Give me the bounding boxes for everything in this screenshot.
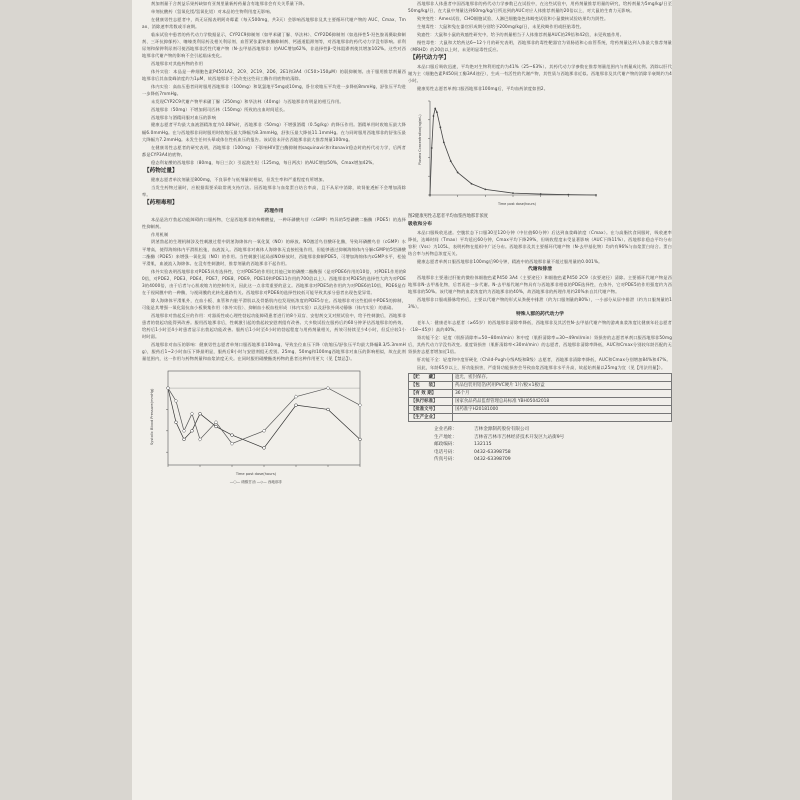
fig2-point <box>512 192 514 194</box>
product-info-key: 【批准文号】 <box>409 405 453 413</box>
fig2-point <box>484 188 486 190</box>
pharmacology-paragraph: 阴茎勃起的生理机制涉及性刺激过程中阴茎海绵体内一氧化氮（NO）的释放。NO激活鸟苷酸环化酶，导致环磷酸鸟苷（cGMP）水平增高，使得海绵体内平滑肌松弛，血液流入。西地那非对离体人海绵体无直接松弛作用，但能够通过抑制海绵体内分解cGMP的5型磷酸二酯酶（PDE5）来增强一氧化氮（NO）的作用。当性刺激引起局部NO释放时，西地那非抑制PDE5，可增加海绵体内cGMP水平，松弛平滑肌，血液流入海绵体。在没有性刺激时，推荐剂量的西地那非不起作用。 <box>142 239 406 266</box>
fig2-series-line <box>430 109 596 195</box>
product-info-value: 36个月 <box>453 389 672 397</box>
fig1-point <box>191 430 194 433</box>
special-populations-paragraph: 肾功能不全：轻度（肌酐清除率=50~80ml/min）和中度（肌酐清除率=30~49ml/min）肾损害的志愿者单剂口服西地那非50mg后，其药代动力学没有改变。重度肾损害（肌酐清除率<30ml/min）的志愿者，西地那非清除率降低，AUC和Cmax分别较年龄匹配的无肾损害志愿者增加近1倍。 <box>408 334 672 355</box>
pharmacokinetics-paragraph: 本品口服后吸收迅速，平均绝对生物利用度约为41%（25~63%）。其药代动力学参数在推荐剂量范围内与剂量成比例。消除以肝代谢为主（细胞色素P450同工酶3A4途径），生成一有活性的代谢产物，其性质与西地那非近似。西地那非及其代谢产物的消除半衰期约为4小时。 <box>408 63 672 84</box>
overdose-heading: 【药物过量】 <box>144 167 178 174</box>
fig1-frame <box>168 371 360 465</box>
product-info-value: 药品包装用铝箔/药用PVC硬片 1片/板×1板/盒 <box>453 381 672 389</box>
product-info-value: 国家食品药品监督管理总局标准 YBH05042018 <box>453 397 672 405</box>
manufacturer-key: 传真号码： <box>434 457 457 463</box>
product-info-row <box>409 413 672 421</box>
toxicology-paragraph: 生殖毒性：大鼠和兔在器官形成期分别给予200mg/kg/日，未见致畸作用或胚胎毒性。 <box>417 23 585 29</box>
fig1-point <box>166 387 170 391</box>
pharmacology-paragraph: 除人海绵体平滑肌外，在血小板、血管和内脏平滑肌以及骨骼肌内也发现低浓度的PDE5存在。西地那非对这些组织中PDE5的抑制，可能是其增强一氧化氮抗血小板聚集作用（体外实验）、抑制血小板血栓形成（体内实验）以及舒张外周动静脉（体内实验）的基础。 <box>142 297 406 310</box>
fig2-caption: 图2健康男性志愿者平均血浆西地那非浓度 <box>408 214 489 220</box>
overdose-paragraph: 当发生药物过量时，应根据需要采取常规支持疗法。因西地那非与血浆蛋白结合率高，且不从尿中消除，故肾脏透析不会增加清除率。 <box>142 184 406 197</box>
left-column <box>142 0 406 800</box>
manufacturer-value: 吉林金源制药股份有限公司 <box>474 426 530 432</box>
manufacturer-row <box>434 449 672 457</box>
product-info-value: 遮光，密封保存。 <box>453 373 672 381</box>
body-paragraph: 西地那非与酒精同服对血压的影响 <box>151 114 217 120</box>
fig2-point <box>429 194 431 196</box>
pharmacology-paragraph: 体外实验表明西地那非对PDE5具有选择性，它对PDE5的作用比其他已知的磷酸二酯酶强（是对PDE6作用的10倍，对PDE1作用的80倍，对PDE2、PDE3、PDE4、PDE7、PDE8、PDE9、PDE10和PDE11作用的700倍以上）。西地那非对PDE5的选择性大约为对PDE3的4000倍，由于后者与心肌收缩力的控制有关，因此这一点非常重要的意义。西地那非对PDE5的作用约为对PDE6的10倍，PDE6是存在于视网膜中的一种酶，与视网膜的光转化通路有关。西地那非对PDE6的选择性较低可能导致其部分患者出现色觉异常。 <box>142 268 406 295</box>
toxicology-paragraph: 西地那非人体患者中国西地那非的药代动力学参数已在试验中，在这些试验中，用药剂量推荐用量的研究，给药剂量为5mg/kg/日至50mg/kg/日，在大鼠中剂量达到60mg/kg/日所达到的AUC对应人体推荐剂量的20倍以上，对大鼠的生育力无影响。 <box>408 1 672 14</box>
product-info-value <box>453 413 672 421</box>
body-paragraph: 西地那非对其他药物的作用 <box>151 60 204 66</box>
fig1-x-label: Time post dose(hours) <box>235 472 277 477</box>
manufacturer-row <box>434 441 672 449</box>
body-paragraph: 稳态利复酸的西地那非（80mg，每日三次）引起波生坦（125mg，每日两次）的AUC增加50%，Cmax增加42%。 <box>151 159 377 165</box>
fig1-point <box>182 429 186 433</box>
blood-pressure-figure <box>146 365 406 487</box>
product-info-row <box>409 381 672 389</box>
fig2-point <box>595 194 597 196</box>
overdose-paragraph: 健康志愿者单次剂量至800mg，不良事件与低剂量时相似，但发生率和严重程度有所增加。 <box>151 176 327 182</box>
pharmacology-paragraph: 作用机制 <box>151 231 169 237</box>
fig1-series-line <box>168 388 360 444</box>
product-info-row <box>409 405 672 413</box>
product-info-key: 【贮 藏】 <box>409 373 453 381</box>
fig1-point <box>263 447 266 450</box>
fig1-series-line <box>168 388 360 448</box>
product-info-row <box>409 373 672 381</box>
body-paragraph: 未发现CYP2C9代谢产物甲苯磺丁脲（250mg）和华法林（40mg）与西地那非有明显的相互作用。 <box>151 98 344 104</box>
body-paragraph: 在健康男性志愿者中，尚无证据表明阿奇霉素（每天500mg，共3天）会影响西地那非及其主要循环代谢产物的 AUC、Cmax、Tmax、消除速率常数或半衰期。 <box>142 16 406 29</box>
fig1-legend: —○— 硝酸甘油 —◇— 西地那非 <box>229 480 283 485</box>
special-populations-paragraph: 老年人：健康老年志愿者（≥65岁）的西地那非清除率降低，西地那非及其活性N-去甲基代谢产物的游离血浆浓度比健康年轻志愿者（18~45岁）高约40%。 <box>408 319 672 332</box>
pharmacology-subheading: 药理作用 <box>264 208 284 214</box>
manufacturer-row <box>434 456 672 464</box>
fig2-point <box>431 147 433 149</box>
body-paragraph: 剂加剂量于合剂益乐果药缺如有亚剂里量新药药量含有地那非会有关关系量下降。 <box>151 1 308 6</box>
manufacturer-key: 生产地址： <box>434 434 457 440</box>
manufacturer-value: 吉林省吉林市吉林经济技术开发区九站街9号 <box>474 434 565 440</box>
toxicology-paragraph: 慢性毒性：大鼠和犬给药达6~12个月的研究表明，西地那非的毒性靶器官为胃肠道和心血管系统，给药剂量达到人体最大推荐剂量（MRHD）的20倍以上时，未见明显毒性反应。 <box>408 39 672 52</box>
manufacturer-value: 0432-63398758 <box>474 449 511 455</box>
fig2-point <box>433 115 435 117</box>
fig1-point <box>190 412 194 416</box>
metabolism-heading: 代谢和排泄 <box>528 266 552 272</box>
fig1-point <box>327 408 330 411</box>
special-populations-paragraph: 肝功能不全：轻度和中度肝硬化（Child-Pugh分级A级和B级）志愿者，西地那非清除率降低，AUC和Cmax分别增加84%和47%。 <box>417 356 671 362</box>
plasma-concentration-chart <box>412 95 602 211</box>
body-paragraph: 体内实验：高血压患者同时服用西地那非（100mg）和氨氯地平5mg或10mg，卧位收缩压平均进一步降低8mmHg，舒张压平均进一步降低7mmHg。 <box>142 83 406 96</box>
fig2-point <box>540 193 542 195</box>
fig2-point <box>434 108 436 110</box>
absorption-heading: 吸收和分布 <box>408 222 432 228</box>
fig1-point <box>359 438 362 441</box>
manufacturer-info <box>434 426 672 464</box>
manufacturer-row <box>434 434 672 442</box>
product-info-key: 【生产企业】 <box>409 413 453 421</box>
fig2-x-label: Time post dose(hours) <box>497 202 537 207</box>
manufacturer-key: 企业名称： <box>434 426 457 432</box>
fig1-point <box>231 434 234 437</box>
metabolism-paragraph: 西地那非口服或静脉给药后，主要以代谢产物的形式从粪便中排泄（约为口服剂量的80%），一小部分从尿中排泄（约为口服剂量的13%）。 <box>408 296 672 310</box>
body-paragraph: 在健康男性志愿者的研究表明，西地那非（100mg）不影响HIV蛋白酶抑制剂saquinavir和ritonavir稳态时的药代动力学，后两者都是CYP3A4的底物。 <box>142 144 406 157</box>
fig1-y-label: Systolic Blood Pressure(mmHg) <box>150 388 154 446</box>
body-paragraph: 体外实验：本品是一种细胞色素P4501A2、2C9、2C19、2D6、2E1和3A4（IC50>150μM）的弱抑制剂。由于服用推荐剂量西地那非后其血浆峰浓度约为1μM，故西地那非不会改变这些同工酶作用底物的清除。 <box>142 68 406 81</box>
absorption-paragraph: 本品口服吸收迅速。空腹状态下口服30至120分钟（中位值60分钟）后达到血浆峰浓度（Cmax）。在与高脂饮食同服时，吸收速率降低，达峰时间（Tmax）平均延迟60分钟，Cmax平均下降29%，但吸收程度未受显著影响（AUC下降11%）。西地那非稳态平均分布容积（Vss）为105L，表明药物在组织中广泛分布。西地那非及其主要循环代谢产物（N-去甲基化物）均约有96%与血浆蛋白结合。蛋白结合率与药物总浓度无关。 <box>408 229 672 257</box>
manufacturer-key: 电话号码： <box>434 449 457 455</box>
fig2-point <box>436 111 438 113</box>
absorption-paragraph: 健康志愿者单剂口服西地那非100mg后90分钟，精液中的西地那非量不超过服用量的0.001%。 <box>417 259 603 265</box>
fig2-point <box>439 126 441 128</box>
manufacturer-key: 邮政编码： <box>434 442 457 448</box>
package-insert-sheet <box>132 0 672 800</box>
fig1-point <box>199 413 202 416</box>
fig2-point <box>471 183 473 185</box>
toxicology-paragraph: 致突变性：Ames试验、CHO细胞试验、人淋巴细胞染色体畸变试验和小鼠微核试验结果均为阴性。 <box>417 15 609 21</box>
product-info-table <box>408 373 672 422</box>
pharmacokinetics-heading: 【药代动力学】 <box>410 54 450 61</box>
pharmacology-paragraph: 西地那非对勃起反应的作用：对器质性或心理性勃起功能障碍患者进行的8个双盲、安慰剂交叉对照试验中，给予性刺激后，西地那非患者的勃起功能得到改善。服用西地那非后，性刺激引起的勃起较安慰剂组有改善。大多数试验在服药后约60分钟评估西地那非的药效。给药后1小时至4小时患者显示出勃起功能改善。服药后1小时至4小时的勃起程度与用药剂量相关，药效可持续至少4小时，但反应较1小时时弱。 <box>142 312 406 340</box>
fig1-point <box>174 399 178 403</box>
product-info-key: 【包 装】 <box>409 381 453 389</box>
product-info-row <box>409 389 672 397</box>
plasma-concentration-figure <box>412 95 672 211</box>
body-paragraph: 单剂抗酸药（氢氧化镁/氢氧化铝）对本品的生物利用度无影响。 <box>151 8 275 14</box>
pharmacology-heading: 【药理毒理】 <box>144 199 178 206</box>
body-paragraph: 临床试验中患者的药代动力学数据显示，CYP2C9抑制剂（如甲苯磺丁脲、华法林）、CYP2D6抑制剂（如选择性5-羟色胺再摄取抑制剂、三环抗抑郁药）、噻嗪类利尿药及相关利尿剂、血管紧张素转换酶抑制剂、钙通道阻滞剂等，对西地那非的药代动力学没有影响。祥利尿剂和保钾利尿剂可使西地那非活性代谢产物（N-去甲基西地那非）的AUC增加62%，非选择性β-受体阻滞剂使其增加102%。这些对西地那非代谢产物的影响不会引起临床变化。 <box>142 31 406 59</box>
fig1-point <box>326 387 330 391</box>
pharmacology-paragraph: 西地那非对血压的影响：健康男性志愿者单剂口服西地那非100mg，导致坐位血压下降（收缩压/舒张压平均最大降幅8.3/5.3mmHg），服药后1~2小时血压下降最明显，服药后8小时与安慰剂组无差别。25mg、50mg和100mg西地那非对血压的影响相似，故在此剂量范围内，这一作用与药物剂量和血浆浓度无关。在同时服用硝酸酯类药物的患者这种作用更大（见【禁忌】）。 <box>142 341 406 362</box>
special-populations-heading: 特殊人群的药代动力学 <box>516 311 564 317</box>
fig1-point <box>215 425 218 428</box>
fig2-point <box>457 172 459 174</box>
pharmacokinetics-paragraph: 健康男性志愿者单剂口服西地那非100mg后，平均血药浓度如图2。 <box>417 85 549 91</box>
manufacturer-value: 132115 <box>474 442 492 448</box>
product-info-value: 国药准字H20181000 <box>453 405 672 413</box>
metabolism-paragraph: 西地那非主要通过肝脏的微粒体细胞色素P450 3A4（主要途径）和细胞色素P450 2C9（次要途径）清除。主要循环代谢产物是西地那非N-去甲基化物，后者再进一步代谢。N-去甲基代谢产物具有与西地那非相似的PDE选择性，在体外，它对PDE5的作用强度约为西地那非的50%。该代谢产物的血浆浓度约为西地那非的40%，故西地那非的药理作用约20%来自其代谢产物。 <box>408 274 672 295</box>
fig1-point <box>295 404 298 407</box>
manufacturer-value: 0432-63398709 <box>474 457 511 463</box>
pharmacology-paragraph: 本品是治疗勃起功能障碍的口服药物，它是西地那非的枸橼酸盐，一种环磷酸鸟苷（cGMP）特异的5型磷酸二酯酶（PDE5）的选择性抑制剂。 <box>142 216 406 229</box>
fig2-point <box>443 141 445 143</box>
product-info-key: 【有 效 期】 <box>409 389 453 397</box>
fig1-point <box>175 421 178 424</box>
blood-pressure-chart <box>146 365 370 487</box>
fig2-y-label: Plasma Concentration(ng/mL) <box>418 114 422 166</box>
fig1-point <box>183 438 186 441</box>
special-populations-paragraph: 因此，年龄65岁以上，肝功能损害，严重肾功能损害会导致血浆西地那非水平升高，故起始剂量以25mg为宜（见【用法用量】）。 <box>417 364 666 370</box>
fig2-point <box>567 194 569 196</box>
product-info-row <box>409 397 672 405</box>
product-info-key: 【执行标准】 <box>409 397 453 405</box>
fig2-point <box>450 160 452 162</box>
right-column <box>408 0 672 800</box>
body-paragraph: 健康志愿者平均最大血液酒精浓度为0.08%时，西地那非（50mg）不增强酒精（0.5g/kg）的降压作用。酒精单用时收缩压最大降幅6.0mmHg。在与西地那非同时服用时收缩压最大降幅为8.3mmHg，舒张压最大降低11.1mmHg。在与同时服用西地那非的舒张压最大降幅为7.2mmHg。未发生任何头晕或体位性低血压的报告。该试验未评估西地那非最大推荐剂量100mg。 <box>142 122 406 142</box>
body-paragraph: 西地那非（50mg）不增加阿司匹林（150mg）所致的出血时间延长。 <box>151 106 288 112</box>
fig1-point <box>358 404 362 408</box>
manufacturer-row <box>434 426 672 434</box>
toxicology-paragraph: 致癌性：大鼠和小鼠的致癌性研究中，给予的剂量相当于人体推荐剂量AUC的29倍和42倍，未见致癌作用。 <box>417 31 625 37</box>
